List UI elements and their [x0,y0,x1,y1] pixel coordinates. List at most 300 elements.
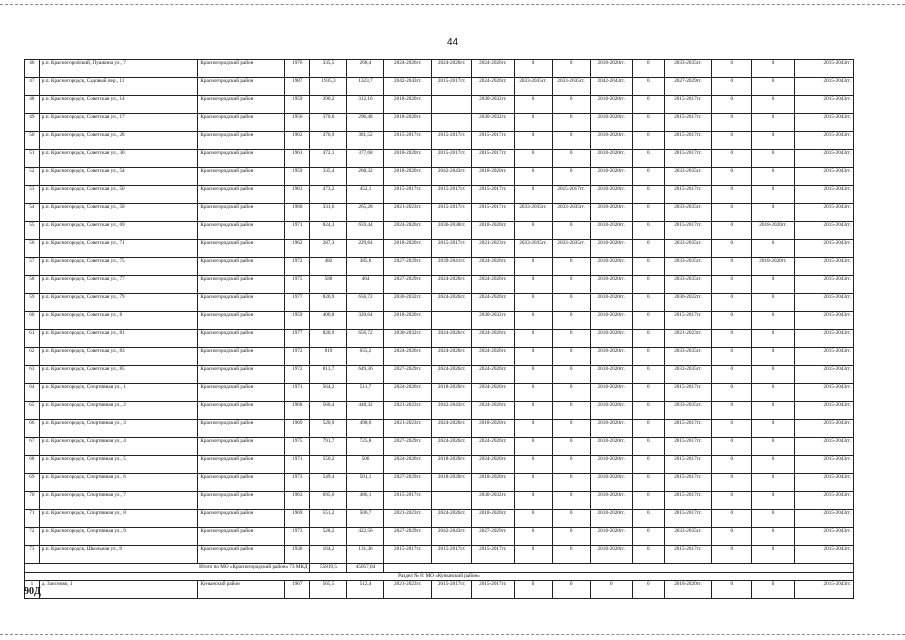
row-number: 68 [25,456,40,474]
bottom-scan-edge [0,634,905,635]
row-area-1: 476,9 [310,132,347,150]
row-district: Красногородский район [198,402,285,420]
row-address: р.п. Красногородск, Спортивная ул., 8 [39,510,198,528]
row-cell: 2030-2032гг. [472,492,514,510]
row-district: Красногородский район [198,168,285,186]
table-row [25,222,854,240]
row-number: 48 [25,96,40,114]
row-cell: 0 [552,420,590,438]
row-cell: 0 [514,330,552,348]
row-cell: 2024-2026гг. [432,366,472,384]
row-cell: 2024-2026гг. [384,456,432,474]
row-number: 67 [25,438,40,456]
row-cell: 0 [632,204,664,222]
row-cell: 0 [514,60,552,78]
row-cell: 0 [552,312,590,330]
row-district: Красногородский район [198,240,285,258]
row-cell: 2027-2029гг. [384,528,432,546]
row-cell: 2015-2017гг. [432,78,472,96]
row-cell: 2015-2017гг. [664,456,712,474]
row-cell: 0 [632,456,664,474]
table-row [25,420,854,438]
row-cell: 0 [514,456,552,474]
row-cell: 2015-2043гг. [794,581,853,599]
row-cell: 2033-2035гг. [664,240,712,258]
row-cell: 0 [712,581,752,599]
row-cell: 2018-2020гг. [590,204,632,222]
row-area-1: 400,8 [310,312,347,330]
row-cell: 2018-2020гг. [472,222,514,240]
row-cell: 0 [632,114,664,132]
row-cell: 0 [712,114,752,132]
row-district: Красногородский район [198,420,285,438]
table-row [25,78,854,96]
row-cell: 2033-2035гг. [552,240,590,258]
row-cell: 2024-2026гг. [432,438,472,456]
row-cell: 2015-2017гг. [472,204,514,222]
row-cell: 2027-2029гг. [472,528,514,546]
row-cell: 2015-2043гг. [794,330,853,348]
row-cell: 0 [514,581,552,599]
row-cell: 2015-2017гг. [664,132,712,150]
row-cell: 0 [712,186,752,204]
row-area-1: 520,9 [310,420,347,438]
row-area-1: 564,2 [310,384,347,402]
row-cell: 0 [632,510,664,528]
row-cell: 2030-2032гг. [472,312,514,330]
row-cell: 2033-2035гг. [664,366,712,384]
row-cell: 0 [552,456,590,474]
row-cell: 0 [552,510,590,528]
row-cell [432,312,472,330]
total-filler [384,564,854,573]
row-cell: 0 [712,528,752,546]
row-area-2: 656,72 [347,294,384,312]
row-cell: 0 [712,222,752,240]
row-cell: 0 [712,96,752,114]
row-cell: 2042-2043гг. [432,168,472,186]
row-area-1: 528,2 [310,528,347,546]
row-cell: 0 [514,528,552,546]
row-cell: 2024-2026гг. [432,330,472,348]
row-cell: 2018-2020гг. [590,132,632,150]
row-address: р.п. Красногородск, Советская ул., 81 [39,330,198,348]
row-cell: 2015-2043гг. [794,258,853,276]
row-district: Красногородский район [198,60,285,78]
row-cell: 2024-2026гг. [472,456,514,474]
row-cell: 0 [712,312,752,330]
row-cell: 2015-2043гг. [794,96,853,114]
row-district: Красногородский район [198,222,285,240]
row-cell: 0 [632,276,664,294]
row-cell: 2018-2020гг. [590,312,632,330]
row-cell: 0 [712,420,752,438]
row-cell: 0 [632,60,664,78]
row-cell: 2015-2017гг. [472,150,514,168]
row-district: Красногородский район [198,438,285,456]
row-cell: 2015-2017гг. [384,492,432,510]
row-cell: 2018-2020гг. [590,240,632,258]
row-cell: 2024-2026гг. [432,294,472,312]
row-cell: 0 [712,492,752,510]
row-cell: 2042-2043гг. [590,78,632,96]
row-area-2: 486,1 [347,492,384,510]
row-cell: 2015-2017гг. [384,132,432,150]
row-cell: 2024-2026гг. [432,60,472,78]
total-area-2: 45057,04 [347,564,384,573]
row-cell: 2036-2038гг. [432,222,472,240]
table-row [25,402,854,420]
row-area-2: 501,1 [347,474,384,492]
row-cell: 2018-2020гг. [590,546,632,564]
row-area-2: 448,32 [347,402,384,420]
row-cell: 2018-2020гг. [432,456,472,474]
row-number: 49 [25,114,40,132]
row-cell: 0 [514,420,552,438]
row-cell: 2042-2043гг. [384,78,432,96]
row-cell: 2015-2017гг. [472,132,514,150]
row-area-2: 506 [347,456,384,474]
row-address: р.п. Красногородск, Спортивная ул., 5 [39,456,198,474]
row-area-2: 498,6 [347,420,384,438]
row-cell: 2015-2043гг. [794,348,853,366]
row-address: р.п. Красногородск, Советская ул., 79 [39,294,198,312]
row-cell: 0 [752,78,794,96]
row-cell: 2015-2043гг. [794,222,853,240]
row-address: р.п. Красногородск, Советская ул., 8 [39,312,198,330]
row-number: 60 [25,312,40,330]
row-cell: 0 [752,366,794,384]
row-cell: 2033-2035гг. [664,168,712,186]
row-area-2: 381,52 [347,132,384,150]
row-cell: 2018-2020гг. [384,312,432,330]
row-cell: 2015-2017гг. [432,132,472,150]
row-cell: 2018-2020гг. [590,420,632,438]
row-cell: 0 [514,438,552,456]
row-cell: 2033-2035гг. [514,78,552,96]
row-number: 59 [25,294,40,312]
row-cell: 2018-2020гг. [590,438,632,456]
row-cell: 2042-2043гг. [432,528,472,546]
row-year: 1971 [285,222,310,240]
row-year: 1973 [285,474,310,492]
row-cell: 2027-2029гг. [384,474,432,492]
row-address: р.п. Красногорodский, Пушкина ул., 7 [39,60,198,78]
row-cell: 0 [752,438,794,456]
row-cell: 2015-2043гг. [794,510,853,528]
row-number: 55 [25,222,40,240]
row-cell: 0 [514,402,552,420]
row-year: 1959 [285,96,310,114]
row-number: 64 [25,384,40,402]
row-area-2: 312,16 [347,96,384,114]
row-cell: 2018-2020гг. [590,330,632,348]
table-row [25,60,854,78]
row-cell: 0 [514,294,552,312]
row-cell: 0 [514,312,552,330]
row-year: 1977 [285,330,310,348]
row-cell: 0 [632,294,664,312]
row-cell [432,492,472,510]
row-area-2: 506,7 [347,510,384,528]
row-district: Красногородский район [198,96,285,114]
row-cell: 0 [552,384,590,402]
row-cell: 2018-2020гг. [472,474,514,492]
row-cell: 0 [712,78,752,96]
row-address: р.п. Красногородск, Советская ул., 85 [39,366,198,384]
row-cell: 0 [712,456,752,474]
row-cell [432,114,472,132]
row-cell: 2033-2035гг. [664,348,712,366]
row-cell: 2018-2020гг. [384,96,432,114]
row-district: Красногородский район [198,510,285,528]
row-cell: 2033-2035гг. [664,528,712,546]
row-year: 1963 [285,492,310,510]
row-cell: 0 [632,438,664,456]
row-year: 1962 [285,240,310,258]
row-address: р.п. Красногородск, Советская ул., 28 [39,132,198,150]
row-year: 1967 [285,581,310,599]
row-cell: 0 [514,366,552,384]
row-cell: 2024-2026гг. [472,78,514,96]
row-cell: 2015-2017гг. [384,186,432,204]
row-cell: 2015-2017гг. [664,510,712,528]
row-number: 62 [25,348,40,366]
row-cell: 0 [514,114,552,132]
row-area-1: 580 [310,276,347,294]
row-cell: 0 [712,240,752,258]
row-district: Красногородский район [198,456,285,474]
row-cell: 2015-2043гг. [794,150,853,168]
row-cell: 0 [552,222,590,240]
row-cell: 2015-2043гг. [794,60,853,78]
row-cell: 2015-2043гг. [794,366,853,384]
row-cell: 2015-2043гг. [794,78,853,96]
row-cell: 2018-2020гг. [590,492,632,510]
row-cell: 0 [712,330,752,348]
row-area-1: 695,6 [310,492,347,510]
row-cell: 2015-2043гг. [794,384,853,402]
row-number: 69 [25,474,40,492]
row-district: Красногородский район [198,330,285,348]
row-cell: 2030-2032гг. [472,114,514,132]
row-area-2: 512,4 [347,581,384,599]
row-cell: 2018-2020гг. [590,96,632,114]
row-cell: 2015-2017гг. [432,150,472,168]
row-year: 1975 [285,276,310,294]
row-address: р.п. Красногородск, Советская ул., 58 [39,204,198,222]
table-row [25,492,854,510]
row-cell: 0 [752,402,794,420]
row-cell: 2015-2017гг. [664,150,712,168]
row-cell: 2015-2017гг. [664,114,712,132]
row-area-1: 819 [310,348,347,366]
row-cell: 2015-2043гг. [794,168,853,186]
row-cell: 2015-2043гг. [794,420,853,438]
row-cell: 2015-2043гг. [794,492,853,510]
row-cell: 0 [752,204,794,222]
row-cell: 2030-2032гг. [472,96,514,114]
row-cell: 2024-2026гг. [384,222,432,240]
table-row [25,186,854,204]
row-cell: 2015-2043гг. [794,528,853,546]
row-cell: 0 [514,132,552,150]
row-cell: 2021-2023гг. [664,330,712,348]
row-area-1: 560,4 [310,402,347,420]
row-cell: 0 [514,348,552,366]
row-cell: 2024-2026гг. [384,60,432,78]
row-cell: 2033-2035гг. [664,60,712,78]
row-year: 1969 [285,420,310,438]
row-area-2: 1323,7 [347,78,384,96]
top-scan-edge [0,4,905,5]
row-cell: 0 [712,60,752,78]
row-cell: 0 [712,204,752,222]
row-number: 54 [25,204,40,222]
row-cell: 0 [552,132,590,150]
row-cell: 0 [552,492,590,510]
row-cell: 2015-2017гг. [664,384,712,402]
row-address: р.п. Красногородск, Спортивная ул., 4 [39,438,198,456]
row-year: 1961 [285,150,310,168]
row-cell: 2021-2023гг. [472,240,514,258]
row-address: р.п. Красногородск, Советская ул., 83 [39,348,198,366]
row-cell: 2033-2035гг. [514,204,552,222]
row-cell: 0 [752,384,794,402]
row-cell: 2024-2026гг. [472,366,514,384]
row-year: 1971 [285,456,310,474]
row-cell: 2024-2026гг. [472,438,514,456]
row-cell: 0 [552,294,590,312]
row-cell: 0 [752,240,794,258]
row-district: Красногородский район [198,474,285,492]
row-cell: 2015-2017гг. [664,546,712,564]
row-cell: 2018-2020гг. [590,456,632,474]
row-cell: 0 [632,258,664,276]
row-district: Красногородский район [198,132,285,150]
row-cell: 0 [752,294,794,312]
row-year: 1956 [285,114,310,132]
row-area-1: 550,2 [310,456,347,474]
row-cell: 2015-2017гг. [472,581,514,599]
row-cell: 0 [552,474,590,492]
row-area-1: 824,3 [310,222,347,240]
row-area-1: 1935,3 [310,78,347,96]
row-area-1: 335,4 [310,168,347,186]
row-address: р.п. Красногородск, Школьная ул., 8 [39,546,198,564]
row-year: 1930 [285,546,310,564]
row-cell: 2015-2043гг. [794,294,853,312]
row-area-1: 390,2 [310,96,347,114]
row-cell: 2015-2017гг. [432,240,472,258]
row-cell: 2015-2017гг. [432,546,472,564]
row-cell: 2015-2043гг. [794,456,853,474]
row-address: р.п. Красногородск, Садовый пер., 11 [39,78,198,96]
row-cell: 2018-2020гг. [590,474,632,492]
row-district: Красногородский район [198,312,285,330]
total-label: Итого по МО «Красногородский район» 73 МКД [25,564,310,573]
section-row [25,573,854,581]
row-cell: 2018-2020гг. [590,186,632,204]
row-cell: 2018-2020гг. [590,222,632,240]
row-address: р.п. Красногородск, Спортивная ул., 9 [39,528,198,546]
row-cell: 0 [632,581,664,599]
row-cell: 0 [712,384,752,402]
row-cell: 0 [552,581,590,599]
row-cell: 2042-2043гг. [432,402,472,420]
row-cell: 0 [632,348,664,366]
row-area-1: 370,6 [310,114,347,132]
row-cell: 0 [552,330,590,348]
row-number: 53 [25,186,40,204]
row-area-2: 265,28 [347,204,384,222]
row-cell: 2015-2043гг. [794,402,853,420]
row-district: Красногородский район [198,366,285,384]
row-cell: 2027-2029гг. [664,78,712,96]
row-year: 1972 [285,258,310,276]
row-cell: 0 [752,581,794,599]
row-cell: 2015-2017гг. [384,546,432,564]
row-cell: 2030-2032гг. [384,294,432,312]
table-row [25,168,854,186]
row-cell: 0 [514,168,552,186]
row-cell: 2033-2035гг. [664,276,712,294]
row-cell: 0 [752,456,794,474]
row-district: Красногородский район [198,78,285,96]
row-year: 1976 [285,60,310,78]
table-body [25,60,854,564]
row-cell: 2015-2017гг. [664,96,712,114]
row-district: Красногородский район [198,204,285,222]
row-cell: 0 [514,384,552,402]
row-year: 1971 [285,384,310,402]
row-cell: 0 [514,258,552,276]
row-cell: 2015-2017гг. [472,546,514,564]
row-cell: 0 [552,528,590,546]
row-cell: 2018-2020гг. [590,294,632,312]
row-address: р.п. Красногородск, Советская ул., 30 [39,150,198,168]
row-cell: 0 [752,510,794,528]
row-address: р.п. Красногородск, Советская ул., 54 [39,168,198,186]
row-cell: 2024-2026гг. [472,294,514,312]
row-cell: 0 [632,420,664,438]
row-cell: 2015-2017гг. [552,186,590,204]
page-footnote: 90Д [24,586,41,597]
row-number: 58 [25,276,40,294]
row-cell: 2018-2020гг. [752,222,794,240]
row-cell: 2015-2017гг. [664,420,712,438]
row-address: р.п. Красногородск, Советская ул., 71 [39,240,198,258]
row-year: 1973 [285,528,310,546]
row-district: Красногородский район [198,348,285,366]
row-district: Красногородский район [198,384,285,402]
row-area-2: 268,4 [347,60,384,78]
row-area-1: 565,5 [310,581,347,599]
row-year: 1972 [285,348,310,366]
row-area-1: 331,6 [310,204,347,222]
row-cell: 2018-2020гг. [590,114,632,132]
row-cell: 2018-2020гг. [590,60,632,78]
row-cell: 2015-2043гг. [794,312,853,330]
row-cell: 0 [552,258,590,276]
row-cell: 2018-2020гг. [384,114,432,132]
row-cell: 2018-2020гг. [590,510,632,528]
row-cell: 0 [752,492,794,510]
row-cell [432,96,472,114]
row-cell: 2021-2023гг. [384,204,432,222]
row-cell: 2024-2026гг. [472,60,514,78]
table-row [25,528,854,546]
